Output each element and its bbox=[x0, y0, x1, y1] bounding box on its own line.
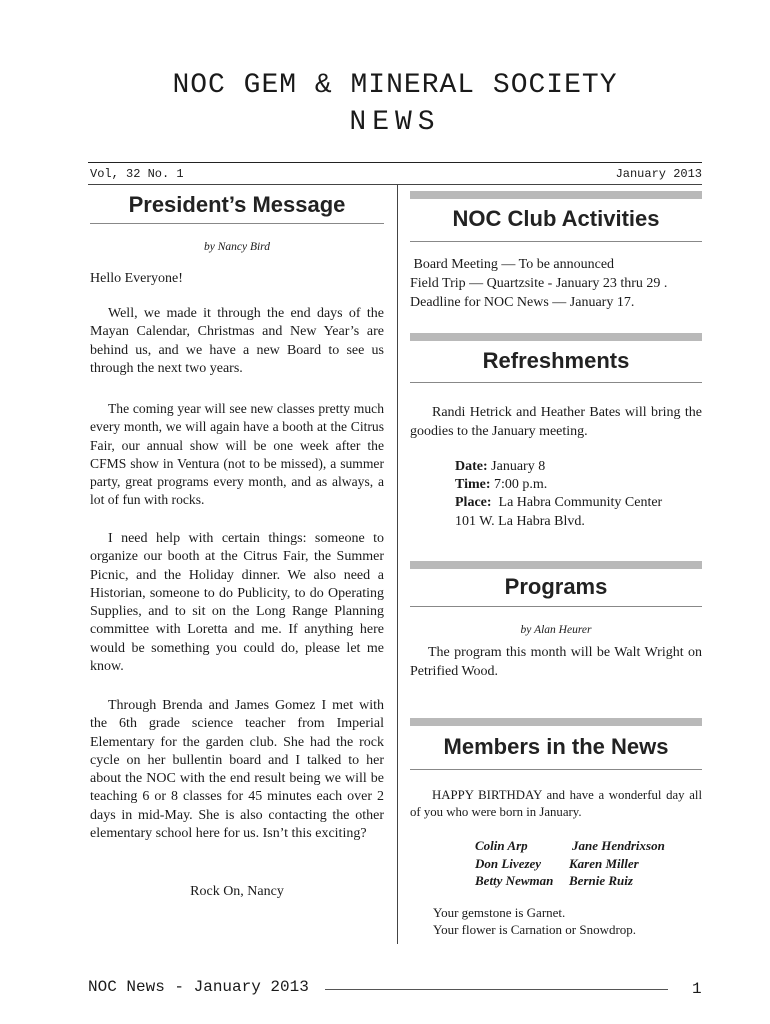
programs-heading-rule bbox=[410, 606, 702, 607]
refreshments-bar bbox=[410, 333, 702, 341]
time-value: 7:00 p.m. bbox=[490, 477, 548, 492]
programs-bar bbox=[410, 561, 702, 569]
programs-byline: by Alan Heurer bbox=[520, 624, 592, 636]
members-text: HAPPY BIRTHDAY and have a wonderful day all of you who were born in January. bbox=[410, 788, 702, 819]
date-value: January 8 bbox=[487, 459, 546, 474]
footer-title: NOC News - January 2013 bbox=[88, 978, 309, 996]
date-label: Date: bbox=[455, 459, 488, 474]
president-paragraph-2: The coming year will see new classes pretty much every month, we will again have a booth at the Citrus Fair, our annual show will be one week after the CFMS show in Ventura (not to be missed), a summer party, great programs every month, and as always, a lot of fun with rocks. bbox=[90, 401, 384, 508]
birthday-row bbox=[475, 872, 665, 890]
members-heading: Members in the News bbox=[443, 734, 669, 759]
issue-date: January 2013 bbox=[615, 167, 702, 181]
president-signoff: Rock On, Nancy bbox=[190, 884, 284, 899]
refreshments-heading: Refreshments bbox=[482, 348, 630, 373]
activities-heading: NOC Club Activities bbox=[452, 206, 660, 231]
birthday-names bbox=[475, 837, 665, 890]
president-paragraph-1: Well, we made it through the end days of the Mayan Calendar, Christmas and New Year’s are behind us, and we have a new Board to see us through the next two years. bbox=[90, 306, 384, 376]
place-value: La Habra Community Center bbox=[491, 495, 663, 510]
birthday-name: Betty Newman bbox=[475, 873, 554, 888]
birthday-name: Colin Arp bbox=[475, 838, 528, 853]
president-paragraph-3: I need help with certain things: someone to organize our booth at the Citrus Fair, the Summer Picnic, and the Holiday dinner. We also need a Historian, someone to do Publicity, to do Operating Supplies, and to sit on the Long Range Planning committee with Loretta and me. If anything here would be something you could do, please let me know. bbox=[90, 531, 384, 675]
birthday-name: Jane Hendrixson bbox=[572, 838, 665, 853]
activities-bar bbox=[410, 191, 702, 199]
refreshments-time bbox=[455, 476, 705, 495]
footer-rule bbox=[325, 989, 668, 990]
president-byline: by Nancy Bird bbox=[203, 241, 270, 253]
members-gemstone: Your gemstone is Garnet. bbox=[433, 905, 566, 920]
president-heading-rule bbox=[90, 223, 384, 224]
birthday-name: Bernie Ruiz bbox=[569, 873, 633, 888]
birthday-name: Karen Miller bbox=[569, 855, 639, 871]
birthday-row bbox=[475, 855, 665, 873]
president-paragraph-4: Through Brenda and James Gomez I met with the 6th grade science teacher from Imperial Elementary for the garden club. She had the rock cycle on her bullentin board and I talked to her about the NOC with the end result being we will be teaching 6 or 8 classes for 45 minutes each over 2 days in mid-May. She is also contacting the other elementary school here for us. Isn’t this exciting? bbox=[90, 698, 384, 842]
activities-field-trip: Field Trip — Quartzsite - January 23 thru 29 . bbox=[410, 276, 668, 291]
refreshments-text: Randi Hetrick and Heather Bates will bring the goodies to the January meeting. bbox=[410, 405, 702, 439]
members-bar bbox=[410, 718, 702, 726]
activities-deadline: Deadline for NOC News — January 17. bbox=[410, 295, 635, 310]
place-label: Place: bbox=[455, 495, 492, 510]
activities-board-meeting: Board Meeting — To be announced bbox=[410, 257, 615, 272]
issue-volume: Vol, 32 No. 1 bbox=[90, 167, 184, 181]
president-greeting: Hello Everyone! bbox=[90, 271, 183, 286]
column-divider bbox=[397, 184, 398, 944]
header-divider bbox=[88, 184, 702, 185]
programs-text: The program this month will be Walt Wright on Petrified Wood. bbox=[410, 645, 702, 679]
masthead-rule bbox=[88, 162, 702, 163]
birthday-row bbox=[475, 837, 665, 855]
birthday-name: Don Livezey bbox=[475, 855, 542, 871]
members-flower: Your flower is Carnation or Snowdrop. bbox=[433, 922, 637, 937]
masthead-title: NOC GEM & MINERAL SOCIETY bbox=[172, 70, 618, 101]
programs-heading: Programs bbox=[504, 574, 608, 599]
members-heading-rule bbox=[410, 769, 702, 770]
time-label: Time: bbox=[455, 477, 491, 492]
page-number: 1 bbox=[692, 980, 702, 998]
refreshments-heading-rule bbox=[410, 382, 702, 383]
refreshments-date bbox=[455, 458, 705, 477]
refreshments-address: 101 W. La Habra Blvd. bbox=[455, 514, 585, 529]
president-heading: President’s Message bbox=[128, 192, 346, 217]
refreshments-place bbox=[455, 494, 705, 513]
activities-heading-rule bbox=[410, 241, 702, 242]
masthead-news: NEWS bbox=[349, 107, 441, 138]
